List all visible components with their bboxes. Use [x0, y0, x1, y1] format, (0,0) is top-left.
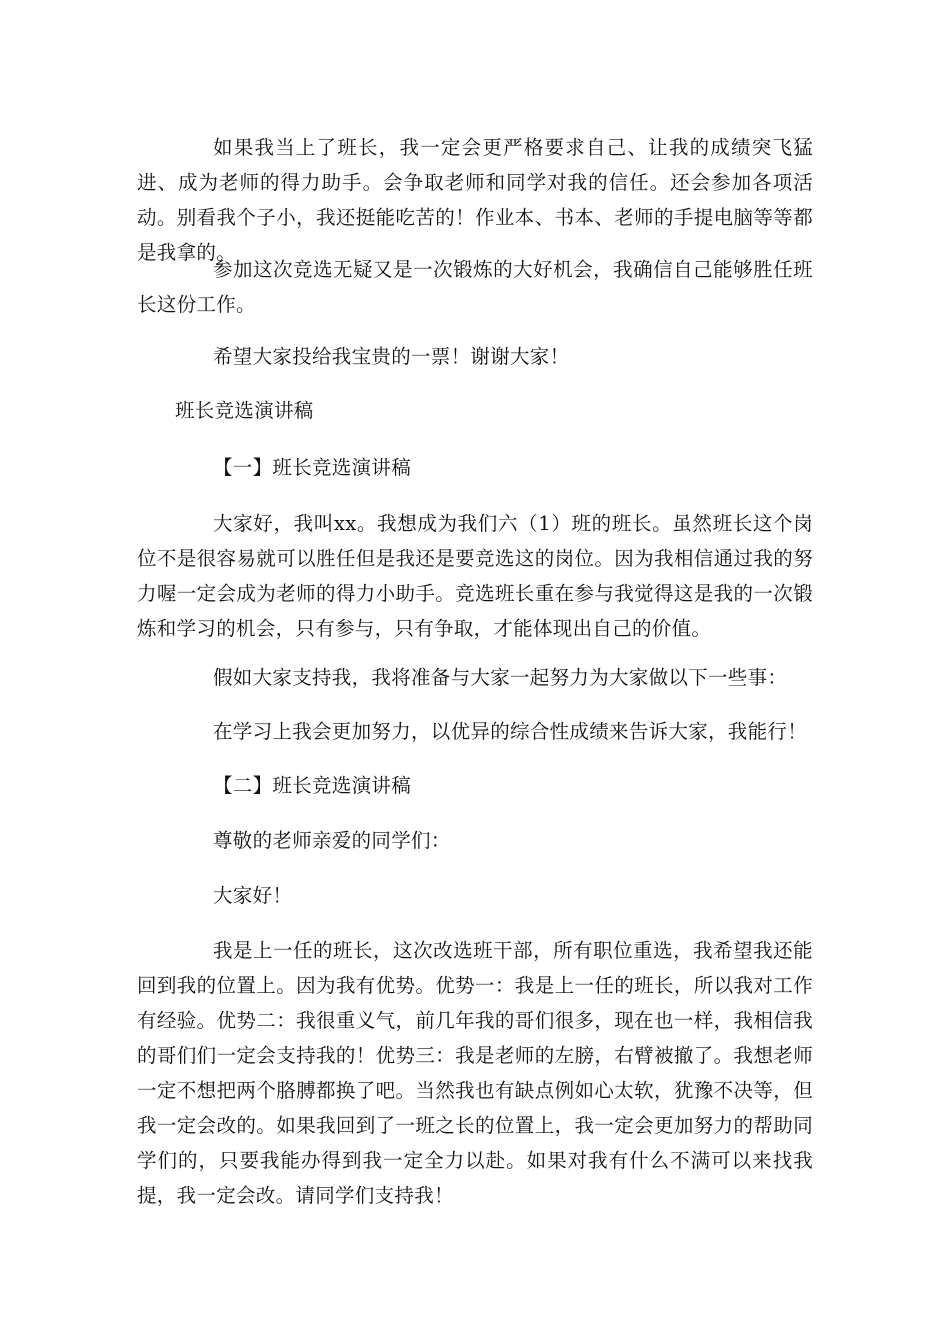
paragraph-advantages: 我是上一任的班长，这次改选班干部，所有职位重选，我希望我还能回到我的位置上。因为我有优势。优势一：我是上一任的班长，所以我对工作有经验。优势二：我很重义气，前几年我的哥们很多，现在也一样，我相信我的哥们们一定会支持我的！优势三：我是老师的左膀，右臂被撤了。我想老师一定不想把两个胳膊都换了吧。当然我也有缺点例如心太软，犹豫不决等，但我一定会改的。如果我回到了一班之长的位置上，我一定会更加努力的帮助同学们的，只要我能办得到我一定全力以赴。如果对我有什么不满可以来找我提，我一定会改。请同学们支持我！	[137, 939, 813, 1207]
paragraph-intro-promise: 如果我当上了班长，我一定会更严格要求自己、让我的成绩突飞猛进、成为老师的得力助手。会争取老师和同学对我的信任。还会参加各项活动。别看我个子小，我还挺能吃苦的！作业本、书本、老师的手提电脑等等都是我拿的。	[137, 136, 813, 264]
section-heading-two: 【二】班长竞选演讲稿	[213, 774, 412, 797]
paragraph-study-commitment: 在学习上我会更加努力，以优异的综合性成绩来告诉大家，我能行！	[213, 720, 808, 743]
paragraph-greeting: 大家好！	[213, 884, 293, 907]
paragraph-vote-request: 希望大家投给我宝贵的一票！谢谢大家！	[213, 345, 570, 368]
paragraph-support-plan: 假如大家支持我，我将准备与大家一起努力为大家做以下一些事：	[213, 666, 788, 689]
section-title: 班长竞选演讲稿	[175, 399, 314, 422]
paragraph-salutation: 尊敬的老师亲爱的同学们：	[213, 829, 451, 852]
section-heading-one: 【一】班长竞选演讲稿	[213, 456, 412, 479]
paragraph-self-intro: 大家好，我叫xx。我想成为我们六（1）班的班长。虽然班长这个岗位不是很容易就可以胜任但是我还是要竞选这的岗位。因为我相信通过我的努力喔一定会成为老师的得力小助手。竞选班长重在参与我觉得这是我的一次锻炼和学习的机会，只有参与，只有争取，才能体现出自己的价值。	[137, 512, 813, 640]
paragraph-opportunity: 参加这次竞选无疑又是一次锻炼的大好机会，我确信自己能够胜任班长这份工作。	[137, 258, 813, 316]
